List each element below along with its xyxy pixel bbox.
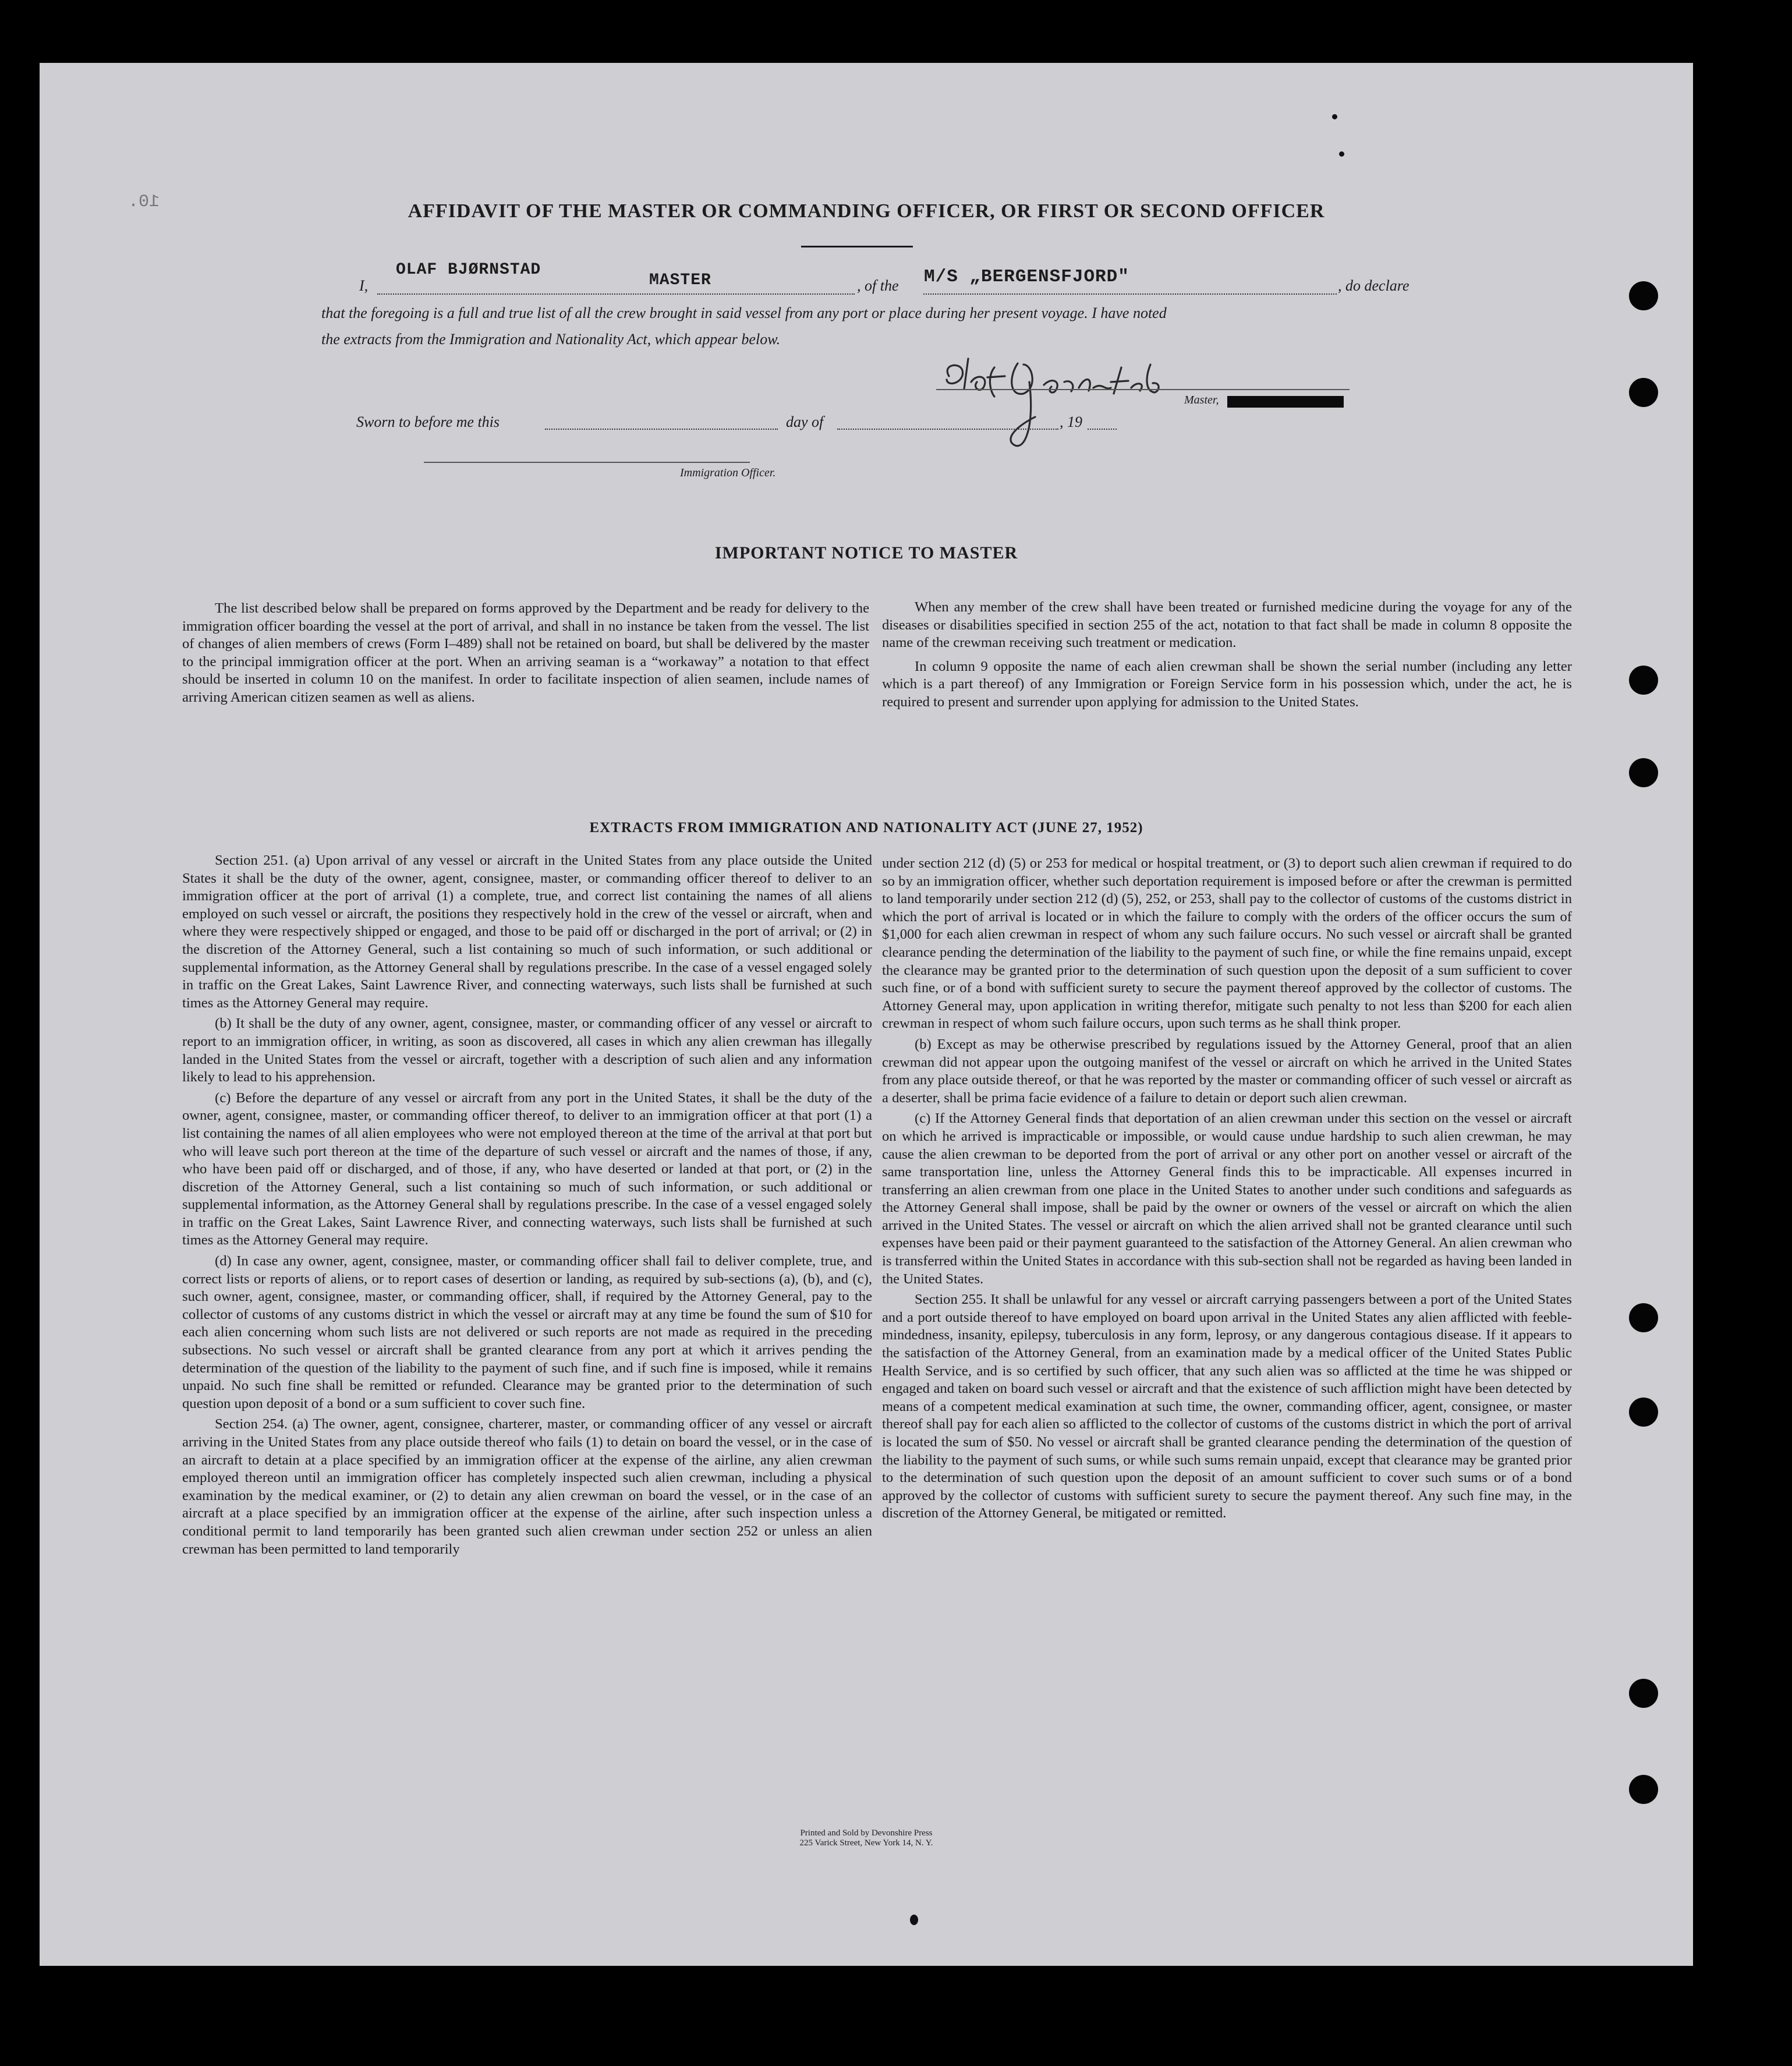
notice-left-column [182, 600, 869, 707]
page-number: 10. [128, 192, 160, 212]
printer-line-2: 225 Varick Street, New York 14, N. Y. [799, 1838, 933, 1848]
signature-label: Master, [1184, 394, 1219, 406]
punch-hole [1629, 758, 1658, 787]
ink-speck [1332, 114, 1337, 119]
sworn-month-line [837, 416, 1058, 430]
punch-hole [1629, 1398, 1658, 1427]
master-name: OLAF BJØRNSTAD [396, 261, 541, 279]
punch-hole [1629, 1775, 1658, 1804]
do-declare-label: , do declare [1338, 277, 1409, 294]
section-254-b: (b) Except as may be otherwise prescribed by regulations issued by the Attorney General, proof that an alien crewman did not appear upon the outgoing manifest of the vessel or aircraft on which he arrived in the United States from any place outside thereof, or that he was reported by the master or commanding officer of such vessel or aircraft as a deserter, shall be prima facie evidence of a failure to detain or deport such alien crewman. [882, 1036, 1572, 1106]
section-251-d: (d) In case any owner, agent, consignee, master, or commanding officer shall fail to deliver complete, true, and correct lists or reports of aliens, or to report cases of desertion or landing, as required by sub-sections (a), (b), and (c), such owner, agent, consignee, master, or commanding officer, shall, if required by the Attorney General, pay to the collector of customs of any customs district in which the vessel or aircraft may at any time be found the sum of $10 for each alien concerning whom such lists are not delivered or such reports are not made as required in the preceding subsections. No such vessel or aircraft shall be granted clearance from any port at which it arrives pending the determination of the question of the liability to the payment of such fine, and if such fine is imposed, while it remains unpaid. No such fine shall be remitted or refunded. Clearance may be granted prior to the determination of such question upon deposit of a bond or a sum sufficient to cover such fine. [182, 1253, 872, 1411]
section-255: Section 255. It shall be unlawful for any vessel or aircraft carrying passengers between a port of the United States and a port outside thereof to have employed on board upon arrival in the United States any alien afflicted with feeble-mindedness, insanity, epilepsy, tuberculosis in any form, leprosy, or any dangerous contagious disease. If it appears to the satisfaction of the Attorney General, from an examination made by a medical officer of the United States Public Health Service, and is so certified by such officer, that any such alien was so afflicted at the time he was shipped or engaged and taken on board such vessel or aircraft and that the existence of such affliction might have been detected by means of a competent medical examination at such time, the owner, commanding officer, agent, consignee, or master thereof shall pay for each alien so afflicted to the collector of customs of the customs district in which the port of arrival is located the sum of $50. No vessel or aircraft shall be granted clearance pending the determination of the question of the liability to the payment of such sums, or while such sums remain unpaid, except that clearance may be granted prior to the determination of such question upon the deposit of an amount sufficient to cover such sums or of a bond approved by the collector of customs with sufficient surety to secure the payment thereof. Any such fine may, in the discretion of the Attorney General, be mitigated or remitted. [882, 1292, 1572, 1522]
affidavit-title: AFFIDAVIT OF THE MASTER OR COMMANDING OFFICER, OR FIRST OR SECOND OFFICER [408, 200, 1325, 222]
extracts-title: EXTRACTS FROM IMMIGRATION AND NATIONALITY ACT (JUNE 27, 1952) [589, 820, 1143, 836]
vessel-name: M/S „BERGENSFJORD" [924, 267, 1129, 287]
punch-hole [1629, 1303, 1658, 1332]
year-label: , 19 [1060, 413, 1082, 430]
printer-imprint [40, 1828, 1693, 1848]
section-254-c: (c) If the Attorney General finds that deportation of an alien crewman under this section on the vessel or aircraft on which he arrived is impracticable or impossible, or would cause undue hardship to such alien crewman, he may cause the alien crewman to be deported from the port of arrival or any other port on another vessel or aircraft of the same transportation line, unless the Attorney General finds this to be impracticable. All expenses incurred in transferring an alien crewman from one place in the United States to another under such conditions and safeguards as the Attorney General shall impose, shall be paid by the owner or owners of the vessel or aircraft on which the alien arrived in the United States. The vessel or aircraft on which the alien arrived shall not be granted clearance until such expenses have been paid or their payment guaranteed to the satisfaction of the Attorney General. An alien crewman who is transferred within the United States in accordance with this sub-section shall not be regarded as having been landed in the United States. [882, 1110, 1572, 1287]
extracts-right-column [882, 855, 1572, 1523]
punch-hole [1629, 1679, 1658, 1708]
sworn-year-line [1088, 416, 1117, 430]
name-line [377, 280, 855, 295]
i-label: I, [359, 277, 369, 294]
officer-signature-line [424, 462, 750, 463]
section-251-c: (c) Before the departure of any vessel or aircraft from any port in the United States, it shall be the duty of the owner, agent, consignee, master, or commanding officer thereof, to deliver to an immigration officer at that port (1) a list containing the names of all alien employees who were not employed thereon at the time of the arrival at that port but who will leave such port thereon at the time of the departure of such vessel or aircraft and the names of those, if any, who have been paid off or discharged, and of those, if any, who have deserted or landed at that port, or (2) in the discretion of the Attorney General, such a list containing so much of such information, or such additional or supplemental information, as the Attorney General shall by regulations prescribe. In the case of a vessel engaged solely in traffic on the Great Lakes, Saint Lawrence River, and connecting waterways, such lists shall be furnished at such times as the Attorney General may require. [182, 1089, 872, 1248]
punch-hole [1629, 281, 1658, 310]
notice-right-column [882, 599, 1572, 712]
section-254-a: Section 254. (a) The owner, agent, consignee, charterer, master, or commanding officer of any vessel or aircraft arriving in the United States from any place outside thereof who fails (1) to detain on board the vessel, or in the case of an aircraft to detain at a place specified by an immigration officer at the expense of the airline, any alien crewman employed thereon until an immigration officer has completely inspected such alien crewman, including a physical examination by the medical examiner, or (2) to detain any alien crewman on board the vessel, or in the case of an aircraft at a place specified by an immigration officer at the expense of the airline, after such inspection unless a conditional permit to land temporarily has been granted such alien crewman under section 252 or unless an alien crewman has been permitted to land temporarily [182, 1416, 872, 1557]
section-251-b: (b) It shall be the duty of any owner, agent, consignee, master, or commanding officer of any vessel or aircraft to report to an immigration officer, in writing, as soon as discovered, all cases in which any alien crewman has illegally landed in the United States from the vessel or aircraft, together with a description of such alien and any information likely to lead to his apprehension. [182, 1016, 872, 1085]
of-the-label: , of the [857, 277, 899, 294]
notice-right-paragraph-1: When any member of the crew shall have been treated or furnished medicine during the voyage for any of the diseases or disabilities specified in section 255 of the act, notation to that fact shall be made in column 8 opposite the name of the crewman receiving such treatment or medication. [882, 599, 1572, 651]
declaration-line-1: that the foregoing is a full and true list of all the crew brought in said vessel from any port or place during her present voyage. I have noted [321, 305, 1167, 321]
sworn-day-line [545, 416, 778, 430]
notice-title: IMPORTANT NOTICE TO MASTER [714, 543, 1018, 563]
document-page [40, 63, 1693, 1966]
signature-line [936, 389, 1350, 390]
immigration-officer-label: Immigration Officer. [680, 466, 776, 479]
ink-speck [910, 1915, 918, 1925]
section-251-a: Section 251. (a) Upon arrival of any vessel or aircraft in the United States from any place outside the United States it shall be the duty of the owner, agent, consignee, master, or commanding officer thereof to deliver to an immigration officer at the port of arrival (1) a complete, true, and correct list containing the names of all aliens employed on such vessel or aircraft, the positions they respectively hold in the crew of the vessel or aircraft, when and where they were respectively shipped or engaged, and those to be paid off or discharged in the port of arrival; or (2) in the discretion of the Attorney General, such a list containing so much of such information, or such additional or supplemental information, as the Attorney General shall by regulations prescribe. In the case of a vessel engaged solely in traffic on the Great Lakes, Saint Lawrence River, and connecting waterways, such lists shall be furnished at such times as the Attorney General may require. [182, 852, 872, 1011]
sworn-label: Sworn to before me this [356, 413, 500, 430]
punch-hole [1629, 666, 1658, 695]
day-of-label: day of [786, 413, 824, 430]
redacted-title [1227, 396, 1344, 408]
notice-right-paragraph-2: In column 9 opposite the name of each alien crewman shall be shown the serial number (including any letter which is a part thereof) of any Immigration or Foreign Service form in his possession which, under the act, he is required to present and surrender upon applying for admission to the United States. [882, 658, 1572, 710]
punch-hole [1629, 378, 1658, 407]
ink-speck [1339, 151, 1344, 157]
notice-left-paragraph: The list described below shall be prepared on forms approved by the Department and be ready for delivery to the immigration officer boarding the vessel at the port of arrival, and shall in no instance be taken from the vessel. The list of changes of alien members of crews (Form I–489) shall not be retained on board, but shall be delivered by the master to the principal immigration officer at the port. When an arriving seaman is a “workaway” a notation to that effect should be inserted in column 10 on the manifest. In order to facilitate inspection of alien seamen, include names of arriving American citizen seamen as well as aliens. [182, 600, 869, 705]
master-rank: MASTER [649, 271, 711, 289]
section-254-a-continued: under section 212 (d) (5) or 253 for medical or hospital treatment, or (3) to deport such alien crewman if required to do so by an immigration officer, whether such deportation requirement is imposed before or after the crewman is permitted to land temporarily under section 212 (d) (5), 252, or 253, shall pay to the collector of customs of the customs district in which the port of arrival is located or in which the failure to comply with the orders of the officer occurs the sum of $1,000 for each alien crewman in respect of whom any such failure occurs. No such vessel or aircraft shall be granted clearance pending the determination of the liability to the payment of such fine, or while the fine remains unpaid, except the clearance may be granted prior to the determination of such question upon the deposit of a sum sufficient to cover such fine, or of a bond with sufficient surety to secure the payment thereof approved by the collector of customs. The Attorney General may, upon application in writing therefor, mitigate such penalty to not less than $200 for each alien crewman in respect of whom such failure occurs, upon such terms as he shall think proper. [882, 855, 1572, 1032]
printer-line-1: Printed and Sold by Devonshire Press [800, 1828, 933, 1838]
title-rule [801, 246, 913, 247]
declaration-line-2: the extracts from the Immigration and Nationality Act, which appear below. [321, 331, 781, 348]
extracts-left-column [182, 852, 872, 1558]
